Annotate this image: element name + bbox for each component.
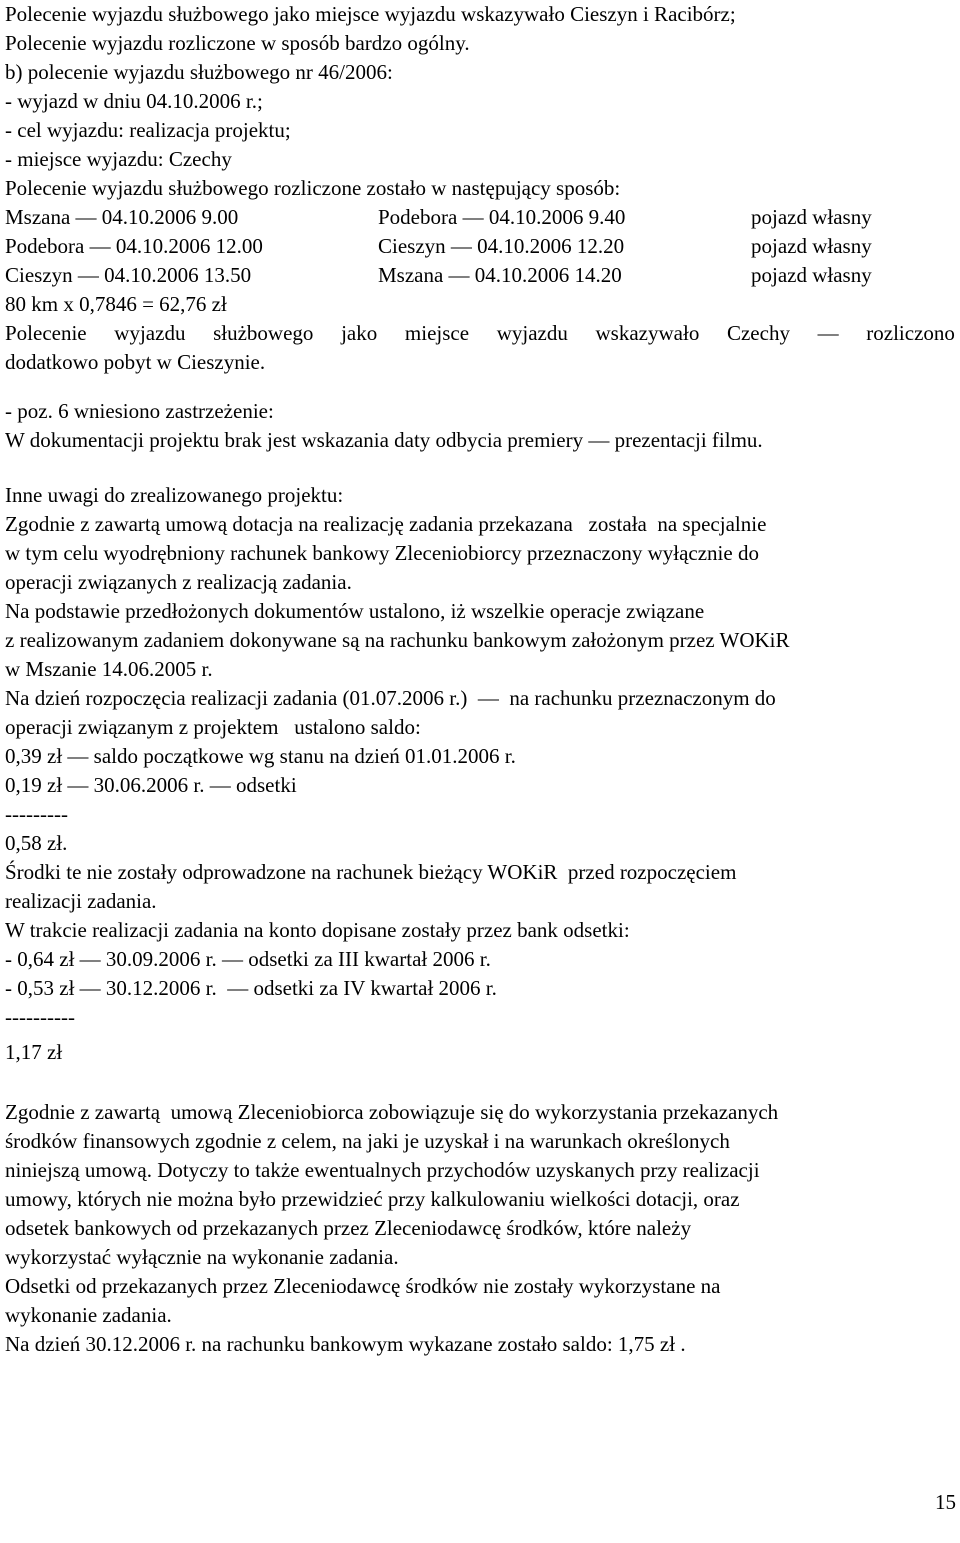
spacer: [5, 1072, 955, 1098]
trips-list: [5, 203, 955, 290]
word: jako: [341, 321, 378, 345]
text-line: Zgodnie z zawartą umową dotacja na realizację zadania przekazana została na specjalnie: [5, 512, 767, 536]
separator-line: ---------: [5, 802, 68, 826]
text-line: 0,19 zł — 30.06.2006 r. — odsetki: [5, 773, 297, 797]
page-number: 15: [935, 1490, 956, 1514]
contract-obligations: [5, 1098, 955, 1359]
spacer: [5, 455, 955, 481]
text-line: Środki te nie zostały odprowadzone na rachunek bieżący WOKiR przed rozpoczęciem: [5, 860, 737, 884]
text-line: Na podstawie przedłożonych dokumentów ustalono, iż wszelkie operacje związane: [5, 599, 705, 623]
separator-line: ----------: [5, 1005, 75, 1029]
text-line: umowy, których nie można było przewidzieć przy kalkulowaniu wielkości dotacji, oraz: [5, 1187, 740, 1211]
text-line: wykonanie zadania.: [5, 1303, 172, 1327]
text-line: Polecenie wyjazdu służbowego rozliczone zostało w następujący sposób:: [5, 176, 621, 200]
trip-vehicle: pojazd własny: [751, 263, 872, 287]
text-line: Na dzień rozpoczęcia realizacji zadania (01.07.2006 r.) — na rachunku przeznaczonym do: [5, 686, 776, 710]
sum-line: 1,17 zł: [5, 1040, 63, 1064]
word: wskazywało: [595, 321, 700, 345]
text-line: - 0,64 zł — 30.09.2006 r. — odsetki za III kwartał 2006 r.: [5, 947, 491, 971]
trip-to: Mszana — 04.10.2006 14.20: [378, 263, 622, 287]
text-line: Zgodnie z zawartą umową Zleceniobiorca zobowiązuje się do wykorzystania przekazanych: [5, 1100, 779, 1124]
other-remarks: [5, 481, 955, 1072]
text-line: z realizowanym zadaniem dokonywane są na rachunku bankowym założonym przez WOKiR: [5, 628, 790, 652]
text-line: Odsetki od przekazanych przez Zleceniodawcę środków nie zostały wykorzystane na: [5, 1274, 721, 1298]
trip-vehicle: pojazd własny: [751, 234, 872, 258]
text-line: - miejsce wyjazdu: Czechy: [5, 147, 232, 171]
word: wyjazdu: [496, 321, 568, 345]
mileage-calculation: 80 km x 0,7846 = 62,76 zł: [5, 292, 227, 316]
word: rozliczono: [866, 321, 955, 345]
text-line: odsetek bankowych od przekazanych przez Zleceniodawcę środków, które należy: [5, 1216, 692, 1240]
text-line: realizacji zadania.: [5, 889, 157, 913]
text-line: Polecenie wyjazdu rozliczone w sposób bardzo ogólny.: [5, 31, 470, 55]
text-line: środków finansowych zgodnie z celem, na jaki je uzyskał i na warunkach określonych: [5, 1129, 730, 1153]
czechy-line: [5, 319, 955, 348]
text-line: - 0,53 zł — 30.12.2006 r. — odsetki za IV kwartał 2006 r.: [5, 976, 497, 1000]
section-heading: Inne uwagi do zrealizowanego projektu:: [5, 483, 344, 507]
document-page: [5, 0, 955, 1359]
text-line: Na dzień 30.12.2006 r. na rachunku bankowym wykazane zostało saldo: 1,75 zł .: [5, 1332, 686, 1356]
text-line: - cel wyjazdu: realizacja projektu;: [5, 118, 291, 142]
word: Czechy: [726, 321, 790, 345]
trip-to: Cieszyn — 04.10.2006 12.20: [378, 234, 625, 258]
text-line: W trakcie realizacji zadania na konto dopisane zostały przez bank odsetki:: [5, 918, 630, 942]
objection-line: - poz. 6 wniesiono zastrzeżenie:: [5, 399, 274, 423]
text-line: W dokumentacji projektu brak jest wskazania daty odbycia premiery — prezentacji filmu.: [5, 428, 763, 452]
trip-from: Podebora — 04.10.2006 12.00: [5, 234, 263, 258]
text-line: operacji związanych z realizacją zadania.: [5, 570, 352, 594]
spacer: [5, 377, 955, 397]
word: miejsce: [404, 321, 470, 345]
text-line: 0,39 zł — saldo początkowe wg stanu na dzień 01.01.2006 r.: [5, 744, 516, 768]
text-line: operacji związanym z projektem ustalono saldo:: [5, 715, 421, 739]
text-line: dodatkowo pobyt w Cieszynie.: [5, 350, 266, 374]
text-line: niniejszą umową. Dotyczy to także ewentualnych przychodów uzyskanych przy realizacji: [5, 1158, 760, 1182]
trip-from: Cieszyn — 04.10.2006 13.50: [5, 263, 252, 287]
text-line: wykorzystać wyłącznie na wykonanie zadania.: [5, 1245, 399, 1269]
text-line: w Mszanie 14.06.2005 r.: [5, 657, 213, 681]
text-line: b) polecenie wyjazdu służbowego nr 46/2006:: [5, 60, 393, 84]
travel-order-intro: [5, 0, 955, 203]
trip-from: Mszana — 04.10.2006 9.00: [5, 205, 239, 229]
trip-to: Podebora — 04.10.2006 9.40: [378, 205, 626, 229]
trip-row: [5, 203, 955, 232]
trip-vehicle: pojazd własny: [751, 205, 872, 229]
text-line: w tym celu wyodrębniony rachunek bankowy Zleceniobiorcy przeznaczony wyłącznie do: [5, 541, 759, 565]
word: służbowego: [213, 321, 314, 345]
text-line: - wyjazd w dniu 04.10.2006 r.;: [5, 89, 263, 113]
word: Polecenie: [5, 321, 87, 345]
text-line: Polecenie wyjazdu służbowego jako miejsce wyjazdu wskazywało Cieszyn i Racibórz;: [5, 2, 736, 26]
trip-row: [5, 261, 955, 290]
word: —: [817, 321, 839, 345]
trip-row: [5, 232, 955, 261]
word: wyjazdu: [114, 321, 186, 345]
sum-line: 0,58 zł.: [5, 831, 68, 855]
